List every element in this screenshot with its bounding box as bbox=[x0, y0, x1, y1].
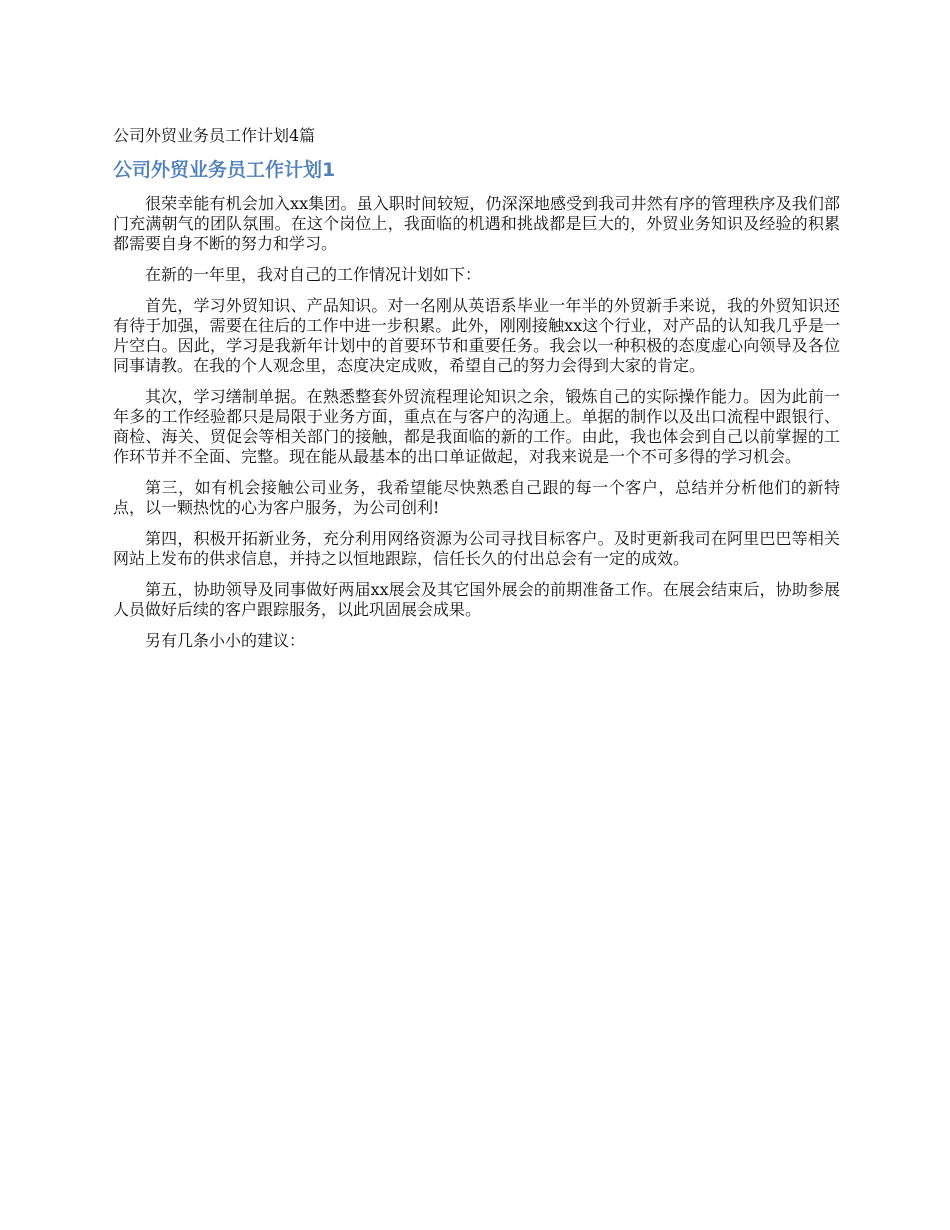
paragraph-intro: 很荣幸能有机会加入xx集团。虽入职时间较短，仍深深地感受到我司井然有序的管理秩序及我们部门充满朝气的团队氛围。在这个岗位上，我面临的机遇和挑战都是巨大的，外贸业务知识及经验的积累都需要自身不断的努力和学习。 bbox=[113, 194, 840, 253]
paragraph-third: 第三，如有机会接触公司业务，我希望能尽快熟悉自己跟的每一个客户，总结并分析他们的新特点，以一颗热忱的心为客户服务，为公司创利! bbox=[113, 478, 840, 517]
paragraph-fourth: 第四，积极开拓新业务，充分利用网络资源为公司寻找目标客户。及时更新我司在阿里巴巴等相关网站上发布的供求信息，并持之以恒地跟踪，信任长久的付出总会有一定的成效。 bbox=[113, 529, 840, 568]
section-heading: 公司外贸业务员工作计划1 bbox=[113, 159, 336, 181]
paragraph-fifth: 第五，协助领导及同事做好两届xx展会及其它国外展会的前期准备工作。在展会结束后，协助参展人员做好后续的客户跟踪服务，以此巩固展会成果。 bbox=[113, 580, 840, 619]
paragraph-suggestions-lead: 另有几条小小的建议： bbox=[145, 631, 306, 650]
paragraph-plan-lead: 在新的一年里，我对自己的工作情况计划如下： bbox=[145, 265, 482, 284]
document-title: 公司外贸业务员工作计划4篇 bbox=[113, 126, 316, 145]
document-page bbox=[113, 124, 840, 662]
paragraph-first: 首先，学习外贸知识、产品知识。对一名刚从英语系毕业一年半的外贸新手来说，我的外贸知识还有待于加强，需要在往后的工作中进一步积累。此外，刚刚接触xx这个行业，对产品的认知我几乎是一片空白。因此，学习是我新年计划中的首要环节和重要任务。我会以一种积极的态度虚心向领导及各位同事请教。在我的个人观念里，态度决定成败，希望自己的努力会得到大家的肯定。 bbox=[113, 296, 840, 375]
paragraph-second: 其次，学习缮制单据。在熟悉整套外贸流程理论知识之余，锻炼自己的实际操作能力。因为此前一年多的工作经验都只是局限于业务方面，重点在与客户的沟通上。单据的制作以及出口流程中跟银行、商检、海关、贸促会等相关部门的接触，都是我面临的新的工作。由此，我也体会到自己以前掌握的工作环节并不全面、完整。现在能从最基本的出口单证做起，对我来说是一个不可多得的学习机会。 bbox=[113, 387, 840, 466]
